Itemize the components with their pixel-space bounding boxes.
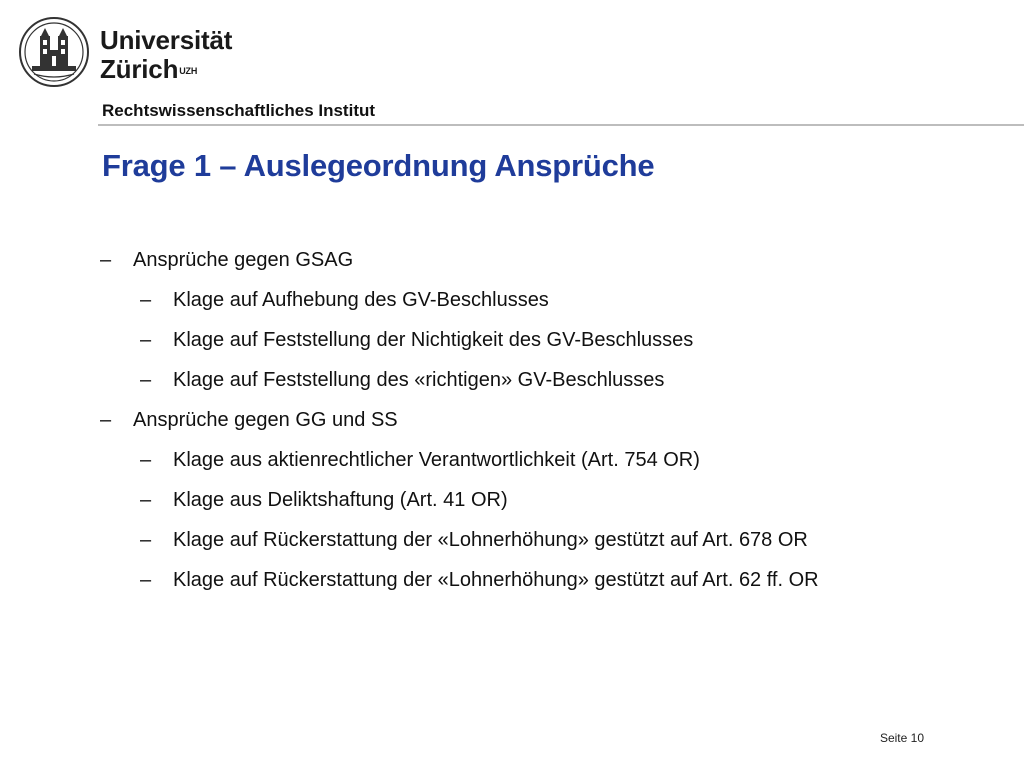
dash-bullet-icon: –: [100, 409, 112, 431]
university-logotype: [100, 26, 232, 84]
bullet-text: Klage auf Rückerstattung der «Lohnerhöhung» gestützt auf Art. 62 ff. OR: [173, 569, 819, 591]
dash-bullet-icon: –: [140, 529, 152, 551]
university-name-line1: Universität: [100, 25, 233, 55]
sub-bullet-item: [100, 368, 940, 392]
bullet-text: Klage auf Rückerstattung der «Lohnerhöhung» gestützt auf Art. 678 OR: [173, 529, 808, 551]
sub-bullet-item: [100, 568, 940, 592]
university-name-line2: [100, 55, 232, 84]
dash-bullet-icon: –: [140, 489, 152, 511]
bullet-text: Klage auf Aufhebung des GV-Beschlusses: [173, 289, 549, 311]
bullet-text: Ansprüche gegen GSAG: [133, 249, 354, 271]
dash-bullet-icon: –: [140, 369, 152, 391]
sub-bullet-item: [100, 488, 940, 512]
institute-name: Rechtswissenschaftliches Institut: [102, 101, 376, 120]
sub-bullet-item: [100, 528, 940, 552]
dash-bullet-icon: –: [140, 289, 152, 311]
header-divider: [98, 124, 1024, 126]
dash-bullet-icon: –: [140, 569, 152, 591]
bullet-text: Klage aus aktienrechtlicher Verantwortlichkeit (Art. 754 OR): [173, 449, 700, 471]
bullet-text: Ansprüche gegen GG und SS: [133, 409, 398, 431]
sub-bullet-item: [100, 288, 940, 312]
dash-bullet-icon: –: [140, 329, 152, 351]
bullet-item: [100, 408, 940, 432]
dash-bullet-icon: –: [140, 449, 152, 471]
bullet-text: Klage auf Feststellung des «richtigen» GV-Beschlusses: [173, 369, 665, 391]
sub-bullet-item: [100, 448, 940, 472]
bullet-text: Klage auf Feststellung der Nichtigkeit des GV-Beschlusses: [173, 329, 694, 351]
bullet-text: Klage aus Deliktshaftung (Art. 41 OR): [173, 489, 508, 511]
university-suffix: UZH: [179, 66, 198, 76]
university-seal-icon: [18, 16, 90, 88]
slide-title: Frage 1 – Auslegeordnung Ansprüche: [102, 148, 655, 183]
page-number: Seite 10: [879, 731, 924, 745]
bullet-list: [100, 248, 940, 608]
bullet-item: [100, 248, 940, 272]
university-name-city: Zürich: [100, 54, 179, 84]
dash-bullet-icon: –: [100, 249, 112, 271]
sub-bullet-item: [100, 328, 940, 352]
